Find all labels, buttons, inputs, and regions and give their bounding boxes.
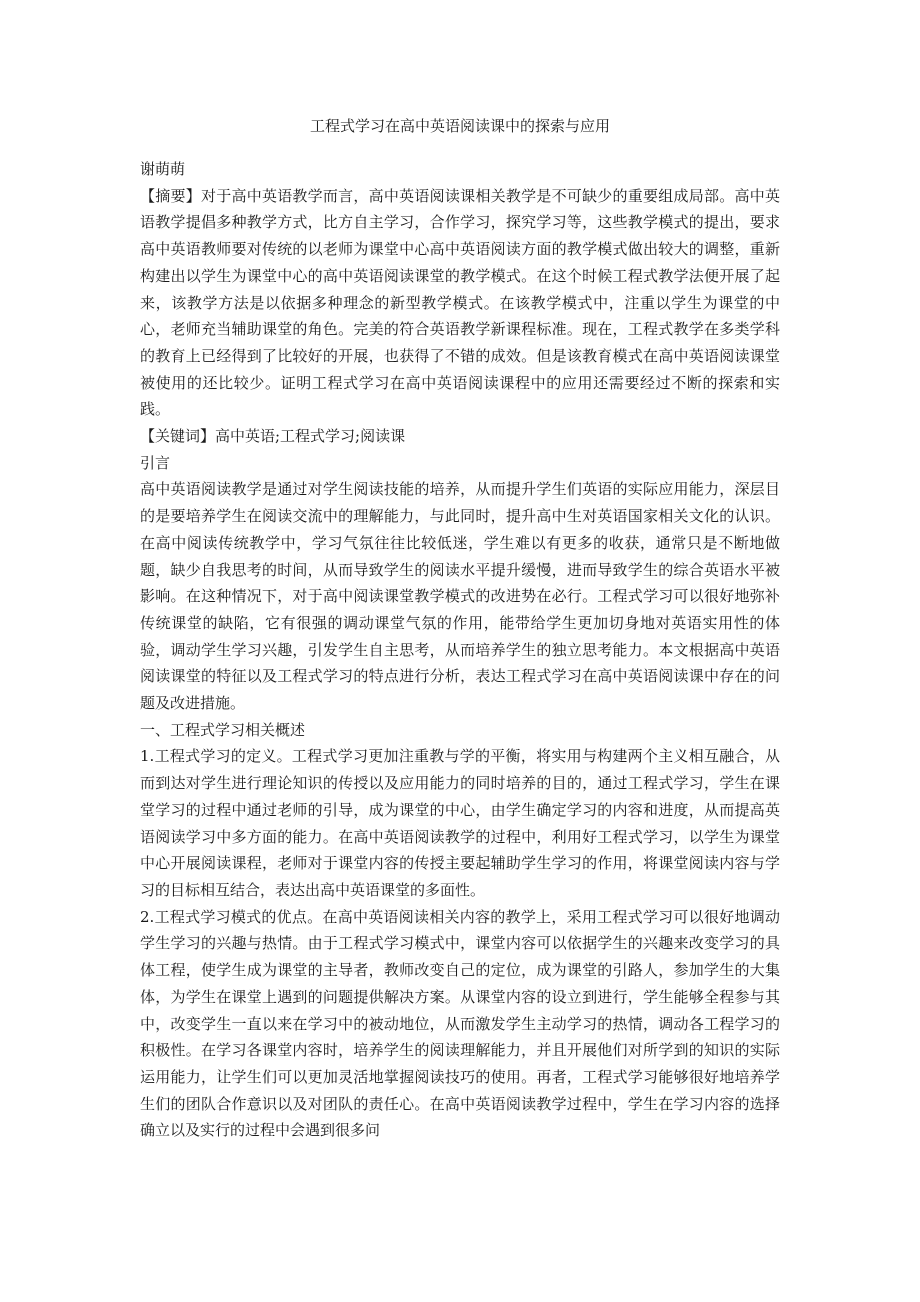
keywords-line: 【关键词】高中英语;工程式学习;阅读课: [140, 427, 406, 446]
intro-heading: 引言: [140, 453, 171, 472]
section-heading: 一、工程式学习相关概述: [140, 720, 306, 739]
point-1-paragraph: 1.工程式学习的定义。工程式学习更加注重教与学的平衡，将实用与构建两个主义相互融合，从而到达对学生进行理论知识的传授以及应用能力的同时培养的目的，通过工程式学习，学生在课堂学习的过程中通过老师的引导，成为课堂的中心，由学生确定学习的内容和进度，从而提高英语阅读学习中多方面的能力。在高中英语阅读教学的过程中，利用好工程式学习，以学生为课堂中心开展阅读课程，老师对于课堂内容的传授主要起辅助学生学习的作用，将课堂阅读内容与学习的目标相互结合，表达出高中英语课堂的多面性。: [140, 747, 780, 899]
document-body: [140, 156, 780, 1144]
abstract-paragraph: 【摘要】对于高中英语教学而言，高中英语阅读课相关教学是不可缺少的重要组成局部。高中英语教学提倡多种教学方式，比方自主学习，合作学习，探究学习等，这些教学模式的提出，要求高中英语教师要对传统的以老师为课堂中心高中英语阅读方面的教学模式做出较大的调整，重新构建出以学生为课堂中心的高中英语阅读课堂的教学模式。在这个时候工程式教学法便开展了起来，该教学方法是以依据多种理念的新型教学模式。在该教学模式中，注重以学生为课堂的中心，老师充当辅助课堂的角色。完美的符合英语教学新课程标准。现在，工程式教学在多类学科的教育上已经得到了比较好的开展，也获得了不错的成效。但是该教育模式在高中英语阅读课堂被使用的还比较少。证明工程式学习在高中英语阅读课程中的应用还需要经过不断的探索和实践。: [140, 186, 780, 419]
document-title: 工程式学习在高中英语阅读课中的探索与应用: [309, 117, 610, 135]
point-2-paragraph: 2.工程式学习模式的优点。在高中英语阅读相关内容的教学上，采用工程式学习可以很好地调动学生学习的兴趣与热情。由于工程式学习模式中，课堂内容可以依据学生的兴趣来改变学习的具体工程，使学生成为课堂的主导者，教师改变自己的定位，成为课堂的引路人，参加学生的大集体，为学生在课堂上遇到的问题提供解决方案。从课堂内容的设立到进行，学生能够全程参与其中，改变学生一直以来在学习中的被动地位，从而激发学生主动学习的热情，调动各工程学习的积极性。在学习各课堂内容时，培养学生的阅读理解能力，并且开展他们对所学到的知识的实际运用能力，让学生们可以更加灵活地掌握阅读技巧的使用。再者，工程式学习能够很好地培养学生们的团队合作意识以及对团队的责任心。在高中英语阅读教学过程中，学生在学习内容的选择确立以及实行的过程中会遇到很多问: [140, 907, 780, 1140]
intro-paragraph: 高中英语阅读教学是通过对学生阅读技能的培养，从而提升学生们英语的实际应用能力，深层目的是要培养学生在阅读交流中的理解能力，与此同时，提升高中生对英语国家相关文化的认识。在高中阅读传统教学中，学习气氛往往比较低迷，学生难以有更多的收获，通常只是不断地做题，缺少自我思考的时间，从而导致学生的阅读水平提升缓慢，进而导致学生的综合英语水平被影响。在这种情况下，对于高中阅读课堂教学模式的改进势在必行。工程式学习可以很好地弥补传统课堂的缺陷，它有很强的调动课堂气氛的作用，能带给学生更加切身地对英语实用性的体验，调动学生学习兴趣，引发学生自主思考，从而培养学生的独立思考能力。本文根据高中英语阅读课堂的特征以及工程式学习的特点进行分析，表达工程式学习在高中英语阅读课中存在的问题及改进措施。: [140, 480, 780, 713]
author-name: 谢萌萌: [140, 160, 186, 178]
